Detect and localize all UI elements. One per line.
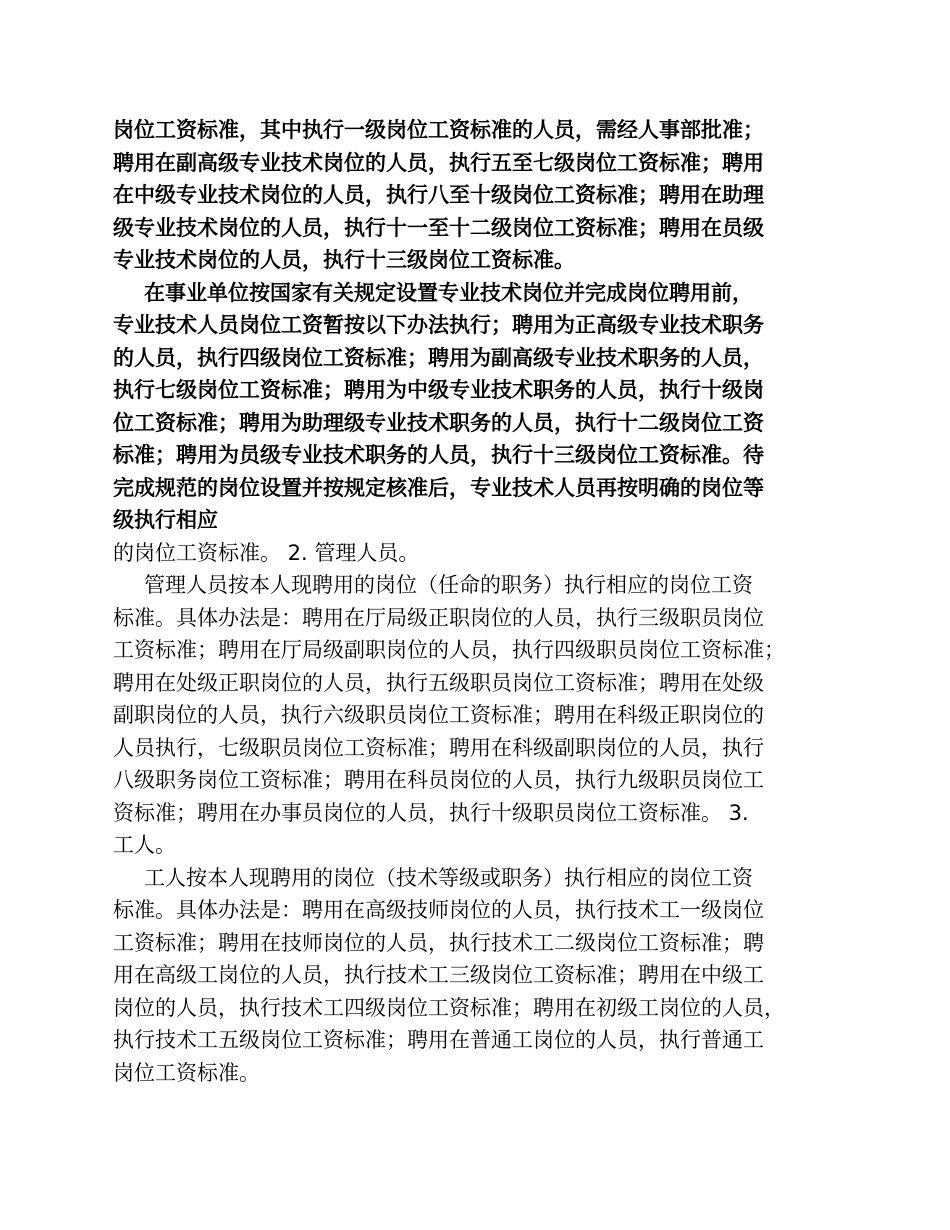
text-line: 工资标准；聘用在技师岗位的人员，执行技术工二级岗位工资标准；聘 (113, 930, 764, 955)
bold-paragraph-1 (113, 114, 843, 277)
text-line: 工资标准；聘用在厅局级副职岗位的人员，执行四级职员岗位工资标准； (113, 638, 785, 662)
text-line: 人员执行，七级职员岗位工资标准；聘用在科级副职岗位的人员，执行 (113, 735, 764, 760)
text-line: 标准。具体办法是：聘用在高级技师岗位的人员，执行技术工一级岗位 (113, 898, 764, 922)
text-line: 岗位工资标准。 (113, 1060, 260, 1085)
text-line: 的岗位工资标准。 2. 管理人员。 (113, 540, 420, 565)
bold-paragraph-2 (113, 277, 843, 537)
text-line: 执行技术工五级岗位工资标准；聘用在普通工岗位的人员，执行普通工 (113, 1028, 764, 1052)
text-line: 在中级专业技术岗位的人员，执行八至十级岗位工资标准；聘用在助理 (113, 183, 764, 207)
text-line: 岗位工资标准，其中执行一级岗位工资标准的人员，需经人事部批准； (113, 118, 764, 142)
text-line: 资标准；聘用在办事员岗位的人员，执行十级职员岗位工资标准。 3. (113, 800, 749, 825)
management-paragraph (113, 569, 843, 862)
text-line: 执行七级岗位工资标准；聘用为中级专业技术职务的人员，执行十级岗 (113, 378, 764, 402)
text-line: 用在高级工岗位的人员，执行技术工三级岗位工资标准；聘用在中级工 (113, 963, 764, 987)
text-line: 专业技术岗位的人员，执行十三级岗位工资标准。 (113, 248, 575, 272)
text-line: 岗位的人员，执行技术工四级岗位工资标准；聘用在初级工岗位的人员， (113, 995, 785, 1020)
text-line: 标准；聘用为员级专业技术职务的人员，执行十三级岗位工资标准。待 (113, 443, 764, 467)
text-line: 的人员，执行四级岗位工资标准；聘用为副高级专业技术职务的人员， (113, 345, 764, 370)
text-line: 标准。具体办法是：聘用在厅局级正职岗位的人员，执行三级职员岗位 (113, 605, 764, 630)
text-line: 在事业单位按国家有关规定设置专业技术岗位并完成岗位聘用前， (144, 280, 753, 305)
text-line: 聘用在副高级专业技术岗位的人员，执行五至七级岗位工资标准；聘用 (113, 150, 764, 175)
text-line: 管理人员按本人现聘用的岗位（任命的职务）执行相应的岗位工资 (144, 573, 753, 597)
text-line: 完成规范的岗位设置并按规定核准后，专业技术人员再按明确的岗位等 (113, 475, 764, 500)
text-line: 副职岗位的人员，执行六级职员岗位工资标准；聘用在科级正职岗位的 (113, 703, 764, 727)
continuation-paragraph (113, 537, 843, 570)
text-line: 级专业技术岗位的人员，执行十一至十二级岗位工资标准；聘用在员级 (113, 215, 764, 240)
worker-paragraph (113, 862, 843, 1090)
text-line: 级执行相应 (113, 508, 218, 532)
text-line: 八级职务岗位工资标准；聘用在科员岗位的人员，执行九级职员岗位工 (113, 768, 764, 792)
text-line: 工人按本人现聘用的岗位（技术等级或职务）执行相应的岗位工资 (144, 865, 753, 890)
text-line: 位工资标准；聘用为助理级专业技术职务的人员，执行十二级岗位工资 (113, 410, 764, 435)
text-line: 聘用在处级正职岗位的人员，执行五级职员岗位工资标准；聘用在处级 (113, 670, 764, 695)
text-line: 工人。 (113, 833, 176, 857)
document-page (113, 114, 843, 1089)
text-line: 专业技术人员岗位工资暂按以下办法执行；聘用为正高级专业技术职务 (113, 313, 764, 337)
